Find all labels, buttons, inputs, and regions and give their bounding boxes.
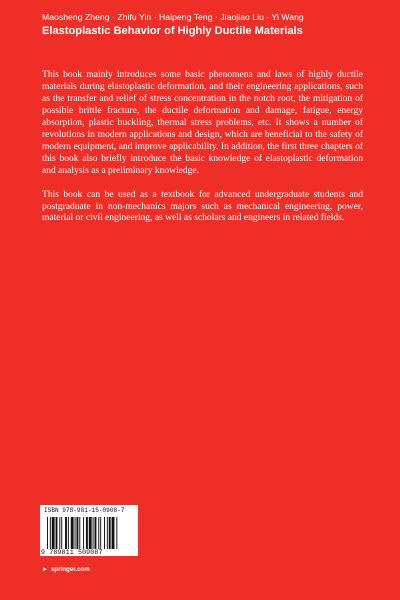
isbn-barcode — [40, 505, 138, 556]
book-title: Elastoplastic Behavior of Highly Ductile Materials — [42, 25, 303, 37]
barcode-bar — [79, 517, 80, 549]
barcode-digits: 9 789811 509087 — [41, 549, 103, 556]
barcode-bar — [112, 517, 115, 549]
isbn-label: ISBN 978-981-15-0908-7 — [44, 507, 125, 514]
barcode-bar — [83, 517, 84, 549]
description-paragraph: This book mainly introduces some basic phenomena and laws of highly ductile materials during elastoplastic deformation, and their engineering applications, such as the transfer and relief of stress concentration in the notch root, the mitigation of possible brittle fracture, the ductile deformation and damage, fatigue, energy absorption, plastic buckling, thermal stress problems, etc. It shows a number of revolutions in modern applications and design, which are beneficial to the safety of modern equipment, and improve applicability. In addition, the first three chapters of this book also briefly introduce the basic knowledge of elastoplastic deformation and analysis as a preliminary knowledge. — [42, 70, 363, 176]
barcode-bar — [71, 517, 74, 549]
barcode-bar — [98, 517, 99, 549]
barcode-bar — [75, 517, 76, 549]
barcode-bar — [76, 517, 78, 549]
barcode-bar — [65, 517, 67, 549]
barcode-bar — [59, 517, 60, 549]
website-link[interactable]: springer.com — [50, 566, 90, 573]
barcode-bar — [104, 517, 105, 549]
barcode-bar — [56, 517, 58, 549]
publisher-website[interactable] — [42, 566, 90, 573]
barcode-bar — [47, 517, 48, 549]
book-description — [42, 70, 363, 237]
barcode-bar — [50, 517, 51, 549]
barcode-bars — [47, 517, 133, 549]
barcode-bar — [89, 517, 92, 549]
barcode-bar — [116, 517, 117, 549]
barcode-bar — [109, 517, 111, 549]
barcode-bar — [107, 517, 108, 549]
barcode-bar — [52, 517, 55, 549]
barcode-bar — [86, 517, 88, 549]
description-paragraph: This book can be used as a textbook for advanced undergraduate students and postgraduate in non-mechanics majors such as mechanical engineering, power, material or civil engineering, as well as scholars and engineers in related fields. — [42, 189, 363, 224]
barcode-bar — [95, 517, 97, 549]
barcode-bar — [68, 517, 69, 549]
author-list: Maosheng Zheng · Zhifu Yin · Haipeng Teng · Jiaojiao Liu · Yi Wang — [42, 12, 304, 22]
barcode-bar — [100, 517, 101, 549]
barcode-bar — [93, 517, 94, 549]
arrow-bullet-icon: ► — [42, 566, 49, 573]
barcode-bar — [61, 517, 62, 549]
